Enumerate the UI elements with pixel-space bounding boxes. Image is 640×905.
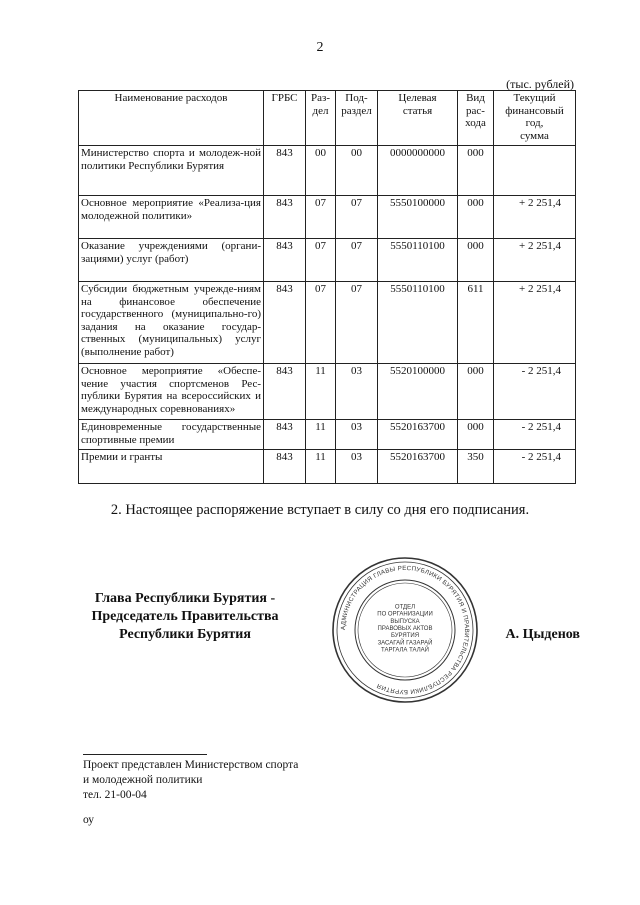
expense-name-cell: Оказание учреждениями (органи-зациями) услуг (работ) xyxy=(79,239,264,282)
table-cell: 03 xyxy=(336,364,378,420)
table-row xyxy=(79,239,576,282)
signatory-title-line: Республики Бурятия xyxy=(119,627,251,642)
expense-name-cell: Министерство спорта и молодеж-ной политики Республики Бурятия xyxy=(79,146,264,196)
table-cell: 00 xyxy=(336,146,378,196)
table-cell xyxy=(494,146,576,196)
official-seal xyxy=(330,555,480,705)
budget-table xyxy=(78,90,576,484)
table-cell: 843 xyxy=(264,282,306,364)
footer-note-line: Проект представлен Министерством спорта xyxy=(83,759,299,771)
table-cell: 350 xyxy=(458,450,494,484)
seal-center-line: ЗАСАГАЙ ГАЗАРАЙ xyxy=(377,640,433,647)
table-cell: 11 xyxy=(306,364,336,420)
table-cell: 11 xyxy=(306,450,336,484)
expense-name-cell: Основное мероприятие «Реализа-ция молодежной политики» xyxy=(79,196,264,239)
table-cell: 5550100000 xyxy=(378,196,458,239)
table-cell: 5550110100 xyxy=(378,239,458,282)
table-cell: 000 xyxy=(458,146,494,196)
table-cell: 843 xyxy=(264,196,306,239)
table-cell: 07 xyxy=(336,239,378,282)
footer-note-line: и молодежной политики xyxy=(83,774,203,786)
seal-center-line: ПРАВОВЫХ АКТОВ xyxy=(377,626,433,632)
table-cell: 000 xyxy=(458,420,494,450)
table-cell: 843 xyxy=(264,420,306,450)
seal-center-line: ТАРГАЛА ТАЛАЙ xyxy=(381,647,429,654)
table-cell: 07 xyxy=(336,282,378,364)
table-cell: 5520163700 xyxy=(378,420,458,450)
table-header-row xyxy=(79,91,576,146)
column-header: Целевая статья xyxy=(378,91,458,146)
table-cell: 00 xyxy=(306,146,336,196)
effective-clause: 2. Настоящее распоряжение вступает в силу со дня его подписания. xyxy=(110,502,530,518)
column-header: Наименование расходов xyxy=(79,91,264,146)
table-cell: + 2 251,4 xyxy=(494,282,576,364)
footer-initials: оу xyxy=(83,814,95,826)
table-cell: 0000000000 xyxy=(378,146,458,196)
seal-center-line: ВЫПУСКА xyxy=(390,618,420,625)
column-header: Вид рас- хода xyxy=(458,91,494,146)
signatory-title-line: Председатель Правительства xyxy=(91,609,279,624)
column-header: Текущий финансовый год, сумма xyxy=(494,91,576,146)
signatory-name: А. Цыденов xyxy=(505,627,580,642)
expense-name-cell: Основное мероприятие «Обеспе-чение участия спортсменов Рес-публики Бурятия на всероссийских и международных соревнованиях» xyxy=(79,364,264,420)
table-row xyxy=(79,196,576,239)
table-row xyxy=(79,146,576,196)
table-cell: 07 xyxy=(306,282,336,364)
seal-center-line: БУРЯТИЯ xyxy=(390,633,420,640)
table-cell: 000 xyxy=(458,196,494,239)
page-number: 2 xyxy=(316,40,324,55)
table-row xyxy=(79,420,576,450)
expense-name-cell: Субсидии бюджетным учрежде-ниям на финансовое обеспечение государственного (муниципально-го) задания на оказание государ-ственных (муниципальных) услуг (выполнение работ) xyxy=(79,282,264,364)
table-cell: + 2 251,4 xyxy=(494,196,576,239)
seal-center-line: ОТДЕЛ xyxy=(394,604,416,611)
table-cell: - 2 251,4 xyxy=(494,450,576,484)
table-cell: 03 xyxy=(336,420,378,450)
table-row xyxy=(79,450,576,484)
table-cell: 5520163700 xyxy=(378,450,458,484)
expense-name-cell: Премии и гранты xyxy=(79,450,264,484)
table-cell: 000 xyxy=(458,364,494,420)
table-cell: 03 xyxy=(336,450,378,484)
table-cell: 07 xyxy=(306,196,336,239)
column-header: ГРБС xyxy=(264,91,306,146)
footer-note-line: тел. 21-00-04 xyxy=(83,789,147,801)
footer-divider xyxy=(83,754,207,755)
table-cell: - 2 251,4 xyxy=(494,364,576,420)
table-cell: 843 xyxy=(264,146,306,196)
seal-ring-text: АДМИНИСТРАЦИЯ ГЛАВЫ РЕСПУБЛИКИ БУРЯТИЯ И ПРАВИТЕЛЬСТВА РЕСПУБЛИКИ БУРЯТИЯ xyxy=(339,564,471,696)
signatory-title-line: Глава Республики Бурятия - xyxy=(94,591,276,606)
column-header: Раз- дел xyxy=(306,91,336,146)
signatory-title xyxy=(80,590,290,644)
table-cell: 5520100000 xyxy=(378,364,458,420)
table-cell: 843 xyxy=(264,239,306,282)
table-cell: 5550110100 xyxy=(378,282,458,364)
units-label: (тыс. рублей) xyxy=(506,77,574,91)
table-cell: 07 xyxy=(306,239,336,282)
table-cell: 11 xyxy=(306,420,336,450)
seal-center-line: ПО ОРГАНИЗАЦИИ xyxy=(377,611,433,618)
column-header: Под- раздел xyxy=(336,91,378,146)
table-cell: 843 xyxy=(264,364,306,420)
footer-note xyxy=(83,758,298,803)
table-cell: 843 xyxy=(264,450,306,484)
table-body xyxy=(79,146,576,484)
table-row xyxy=(79,282,576,364)
table-cell: + 2 251,4 xyxy=(494,239,576,282)
table-cell: 07 xyxy=(336,196,378,239)
table-cell: 000 xyxy=(458,239,494,282)
table-cell: 611 xyxy=(458,282,494,364)
expense-name-cell: Единовременные государственные спортивные премии xyxy=(79,420,264,450)
table-row xyxy=(79,364,576,420)
table-cell: - 2 251,4 xyxy=(494,420,576,450)
